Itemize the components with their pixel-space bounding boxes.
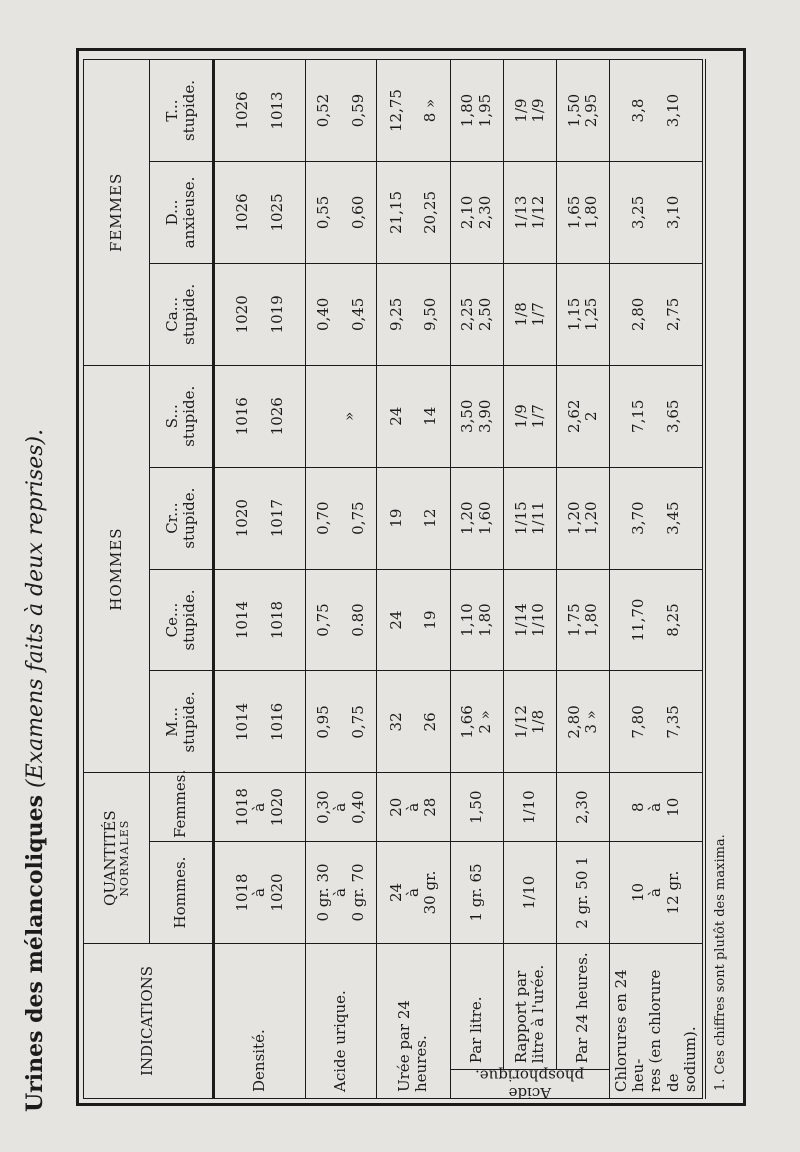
cell-normal-hommes: 2 gr. 50 1 (556, 842, 609, 944)
cell-value: 1026 1013 (214, 60, 306, 162)
cell-normal-femmes: 1/10 (503, 773, 556, 842)
cell-value: 2,80 3 » (556, 671, 609, 773)
footnote: 1. Ces chiffres sont plutôt des maxima. (705, 59, 739, 1099)
header-subject-cr: Cr... stupide. (150, 467, 214, 569)
cell-value: 19 12 (377, 467, 450, 569)
header-hommes-col: Hommes. (150, 842, 214, 944)
table-row (450, 60, 503, 1099)
cell-value: 32 26 (377, 671, 450, 773)
cell-value: 1/8 1/7 (503, 263, 556, 365)
page-title (10, 12, 60, 1112)
cell-value: 1020 1017 (214, 467, 306, 569)
cell-value: 1014 1018 (214, 569, 306, 671)
header-hommes-group: HOMMES (84, 365, 150, 773)
cell-value: 1,50 2,95 (556, 60, 609, 162)
cell-normal-hommes: 1 gr. 65 (450, 842, 503, 944)
cell-value: 11,70 8,25 (609, 569, 702, 671)
title-main: Urines des mélancoliques (22, 794, 48, 1112)
header-subject-ce: Ce... stupide. (150, 569, 214, 671)
header-subject-s: S... stupide. (150, 365, 214, 467)
cell-value: 9,25 9,50 (377, 263, 450, 365)
header-subject-t: T... stupide. (150, 60, 214, 162)
cell-value: 21,15 20,25 (377, 162, 450, 264)
table-row (609, 60, 702, 1099)
cell-value: 24 14 (377, 365, 450, 467)
header-subject-ca: Ca... stupide. (150, 263, 214, 365)
cell-value: 1,66 2 » (450, 671, 503, 773)
cell-value: 1/9 1/7 (503, 365, 556, 467)
table-row (503, 60, 556, 1099)
cell-value: 0,55 0,60 (305, 162, 376, 264)
cell-value: 0,40 0,45 (305, 263, 376, 365)
table-row (377, 60, 450, 1099)
cell-normal-hommes: 1/10 (503, 842, 556, 944)
cell-normal-femmes: 8 à 10 (609, 773, 702, 842)
table-row (556, 60, 609, 1099)
table-frame (76, 48, 746, 1106)
cell-value: 1014 1016 (214, 671, 306, 773)
header-normales-label: NORMALES (117, 819, 131, 897)
header-femmes-col: Femmes. (150, 773, 214, 842)
cell-value: 1,20 1,20 (556, 467, 609, 569)
header-subject-m: M... stupide. (150, 671, 214, 773)
cell-value: 1,75 1,80 (556, 569, 609, 671)
cell-value: 1/15 1/11 (503, 467, 556, 569)
row-label-chlorures: Chlorures en 24 heu- res (en chlorure de sodium). (609, 943, 702, 1098)
cell-normal-femmes: 2,30 (556, 773, 609, 842)
row-label-par-litre: Par litre. (450, 943, 503, 1069)
cell-value: » (305, 365, 376, 467)
title-sub: (Examens faits à deux reprises). (23, 428, 48, 788)
cell-value: 3,8 3,10 (609, 60, 702, 162)
cell-normal-hommes: 10 à 12 gr. (609, 842, 702, 944)
cell-value: 3,25 3,10 (609, 162, 702, 264)
cell-value: 1,20 1,60 (450, 467, 503, 569)
cell-value: 1,80 1,95 (450, 60, 503, 162)
cell-value: 2,62 2 (556, 365, 609, 467)
cell-value: 1026 1025 (214, 162, 306, 264)
cell-value: 2,80 2,75 (609, 263, 702, 365)
cell-value: 2,10 2,30 (450, 162, 503, 264)
table-row (214, 60, 306, 1099)
row-label-rapport: Rapport par litre à l'urée. (503, 943, 556, 1069)
header-quantites-label: QUANTITÉS (100, 810, 119, 906)
cell-value: 3,70 3,45 (609, 467, 702, 569)
cell-value: 1016 1026 (214, 365, 306, 467)
row-label-acide-urique: Acide urique. (305, 943, 376, 1098)
cell-value: 1/9 1/9 (503, 60, 556, 162)
cell-normal-femmes: 0,30 à 0,40 (305, 773, 376, 842)
cell-value: 1/13 1/12 (503, 162, 556, 264)
cell-value: 24 19 (377, 569, 450, 671)
row-label-densite: Densité. (214, 943, 306, 1098)
acide-phosphorique-label: Acide phosphorique. (450, 1070, 609, 1099)
cell-value: 0,95 0,75 (305, 671, 376, 773)
cell-value: 1,65 1,80 (556, 162, 609, 264)
cell-value: 0,70 0,75 (305, 467, 376, 569)
cell-value: 0,52 0,59 (305, 60, 376, 162)
cell-value: 1020 1019 (214, 263, 306, 365)
cell-value: 1,10 1,80 (450, 569, 503, 671)
cell-normal-femmes: 1,50 (450, 773, 503, 842)
cell-normal-femmes: 1018 à 1020 (214, 773, 306, 842)
header-subject-d: D... anxieuse. (150, 162, 214, 264)
cell-value: 12,75 8 » (377, 60, 450, 162)
cell-normal-hommes: 1018 à 1020 (214, 842, 306, 944)
cell-value: 1,15 1,25 (556, 263, 609, 365)
header-femmes-group: FEMMES (84, 60, 150, 366)
cell-value: 0,75 0.80 (305, 569, 376, 671)
cell-value: 7,15 3,65 (609, 365, 702, 467)
rotated-table-container (83, 59, 743, 1103)
cell-value: 7,80 7,35 (609, 671, 702, 773)
cell-normal-femmes: 20 à 28 (377, 773, 450, 842)
header-indications: INDICATIONS (84, 943, 214, 1098)
table-row (305, 60, 376, 1099)
cell-normal-hommes: 0 gr. 30 à 0 gr. 70 (305, 842, 376, 944)
cell-value: 2,25 2,50 (450, 263, 503, 365)
urine-table (83, 59, 703, 1103)
row-label-uree: Urée par 24 heures. (377, 943, 450, 1098)
cell-value: 3,50 3,90 (450, 365, 503, 467)
header-quantites (84, 773, 150, 944)
row-label-par-24-heures: Par 24 heures. (556, 943, 609, 1069)
cell-value: 1/14 1/10 (503, 569, 556, 671)
cell-normal-hommes: 24 à 30 gr. (377, 842, 450, 944)
cell-value: 1/12 1/8 (503, 671, 556, 773)
